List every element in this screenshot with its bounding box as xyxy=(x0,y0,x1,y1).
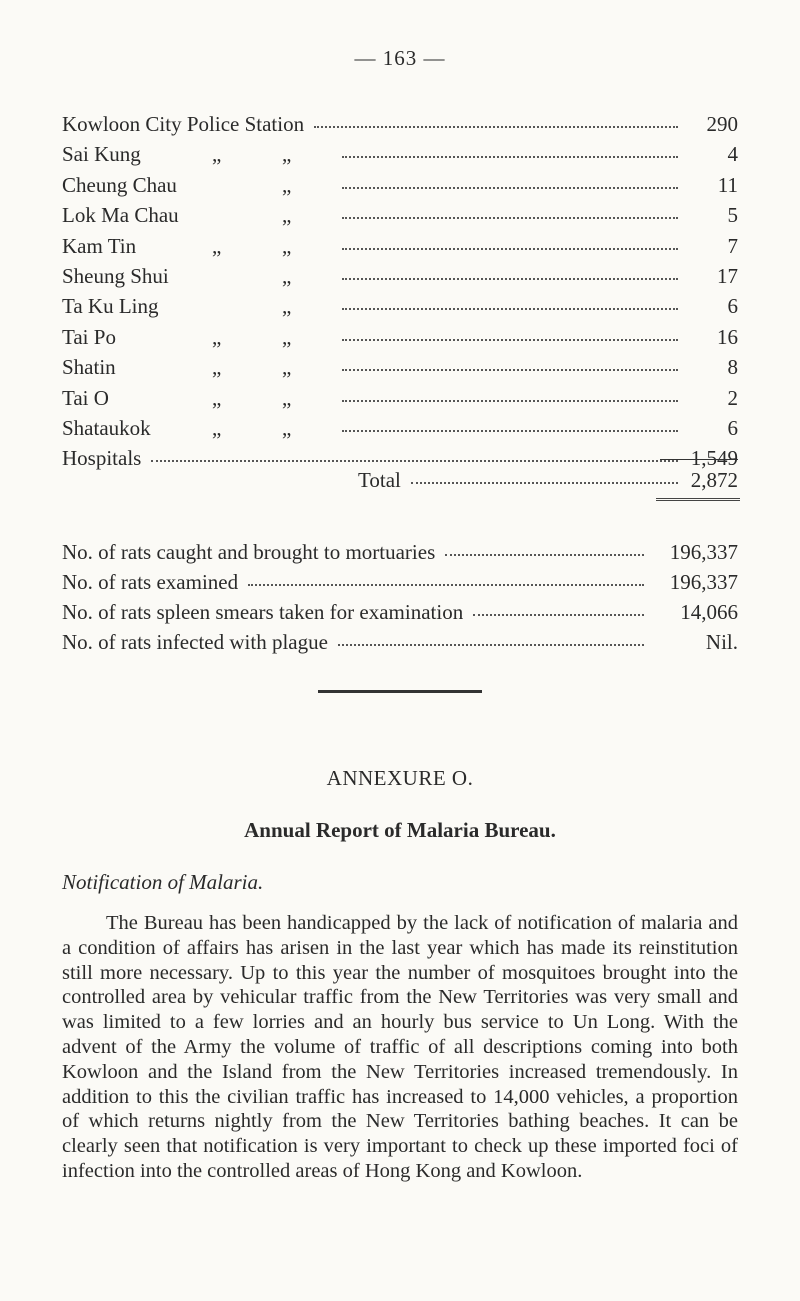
station-name: Hospitals xyxy=(62,446,142,471)
station-count: 7 xyxy=(727,233,738,258)
rats-row xyxy=(62,630,738,660)
body-paragraph: The Bureau has been handicapped by the lack of notification of malaria and a condition of affairs has arisen in the last year which has made its reinstitution still more necessary. Up to this year the number of mosquitoes brought into the controlled area by vehicular traffic from the New Territories was very small and was limited to a few lorries and an hourly bus service to Un Long. With the advent of the Army the volume of traffic of all descriptions coming into both Kowloon and the Island from the New Territories increased tremendously. In addition to this the civilian traffic has increased to 14,000 vehicles, a proportion of which returns nightly from the New Territories bathing beaches. It can be clearly seen that notification is very important to check up these imported foci of infection into the controlled areas of Hong Kong and Kowloon. xyxy=(62,912,738,1182)
dot-leader xyxy=(338,644,644,646)
station-count: 5 xyxy=(727,203,738,228)
station-count: 8 xyxy=(727,355,738,380)
rats-value: 196,337 xyxy=(669,570,738,594)
station-row xyxy=(62,142,738,172)
station-row xyxy=(62,325,738,355)
rats-label: No. of rats infected with plague xyxy=(62,630,328,654)
station-name: Shatin xyxy=(62,355,116,380)
total-label: Total xyxy=(358,468,401,492)
station-count: 4 xyxy=(727,142,738,167)
section-heading: Notification of Malaria. xyxy=(62,870,264,894)
dot-leader xyxy=(342,400,678,402)
ditto-mark: „ xyxy=(282,142,292,167)
ditto-mark: „ xyxy=(282,324,292,349)
rats-list xyxy=(62,540,738,660)
station-name: Shataukok xyxy=(62,415,151,440)
dot-leader xyxy=(342,248,678,250)
dot-leader xyxy=(342,217,678,219)
dot-leader xyxy=(151,460,678,462)
rats-row xyxy=(62,540,738,570)
ditto-mark: „ xyxy=(212,233,222,258)
station-name: Lok Ma Chau xyxy=(62,203,179,228)
total-row xyxy=(358,468,738,493)
station-row xyxy=(62,203,738,233)
page-number: — 163 — xyxy=(354,46,446,70)
station-list xyxy=(62,112,738,477)
station-name: Tai O xyxy=(62,385,109,410)
dot-leader xyxy=(342,278,678,280)
station-row xyxy=(62,173,738,203)
dot-leader xyxy=(342,156,678,158)
ditto-mark: „ xyxy=(212,142,222,167)
rats-label: No. of rats spleen smears taken for examination xyxy=(62,600,464,624)
station-name: Cheung Chau xyxy=(62,172,177,197)
ditto-mark: „ xyxy=(282,233,292,258)
annexure-subtitle: Annual Report of Malaria Bureau. xyxy=(244,818,556,842)
ditto-mark: „ xyxy=(282,294,292,319)
annexure-title: ANNEXURE O. xyxy=(326,766,474,790)
station-row xyxy=(62,234,738,264)
ditto-mark: „ xyxy=(212,324,222,349)
station-name: Tai Po xyxy=(62,324,116,349)
station-count: 1,549 xyxy=(690,446,738,471)
station-count: 6 xyxy=(727,415,738,440)
ditto-mark: „ xyxy=(282,385,292,410)
rats-row xyxy=(62,570,738,600)
station-row xyxy=(62,416,738,446)
dot-leader xyxy=(411,482,678,484)
total-rule-bottom xyxy=(656,498,740,501)
ditto-mark: „ xyxy=(282,203,292,228)
station-name: Ta Ku Ling xyxy=(62,294,159,319)
ditto-mark: „ xyxy=(282,355,292,380)
rats-value: Nil. xyxy=(705,630,738,654)
dot-leader xyxy=(342,308,678,310)
total-rule-top xyxy=(660,459,738,460)
station-count: 16 xyxy=(717,324,738,349)
station-count: 6 xyxy=(727,294,738,319)
station-count: 290 xyxy=(706,112,738,136)
section-divider xyxy=(318,690,482,693)
station-name: Kowloon City Police Station xyxy=(62,112,305,136)
ditto-mark: „ xyxy=(282,263,292,288)
ditto-mark: „ xyxy=(282,172,292,197)
rats-row xyxy=(62,600,738,630)
station-name: Kam Tin xyxy=(62,233,137,258)
station-row xyxy=(62,355,738,385)
ditto-mark: „ xyxy=(212,355,222,380)
ditto-mark: „ xyxy=(282,415,292,440)
station-name: Sheung Shui xyxy=(62,263,169,288)
station-row xyxy=(62,294,738,324)
station-count: 2 xyxy=(727,385,738,410)
dot-leader xyxy=(342,369,678,371)
dot-leader xyxy=(248,584,644,586)
dot-leader xyxy=(445,554,644,556)
station-name: Sai Kung xyxy=(62,142,141,167)
station-row xyxy=(62,386,738,416)
station-row xyxy=(62,112,738,142)
dot-leader xyxy=(342,430,678,432)
dot-leader xyxy=(342,339,678,341)
dot-leader xyxy=(473,614,644,616)
station-row xyxy=(62,264,738,294)
rats-label: No. of rats examined xyxy=(62,570,239,594)
station-count: 17 xyxy=(717,263,738,288)
dot-leader xyxy=(314,126,678,128)
rats-value: 196,337 xyxy=(669,540,738,564)
total-value: 2,872 xyxy=(690,468,738,492)
ditto-mark: „ xyxy=(212,385,222,410)
rats-value: 14,066 xyxy=(680,600,738,624)
ditto-mark: „ xyxy=(212,415,222,440)
station-count: 11 xyxy=(717,172,738,197)
dot-leader xyxy=(342,187,678,189)
rats-label: No. of rats caught and brought to mortuaries xyxy=(62,540,436,564)
